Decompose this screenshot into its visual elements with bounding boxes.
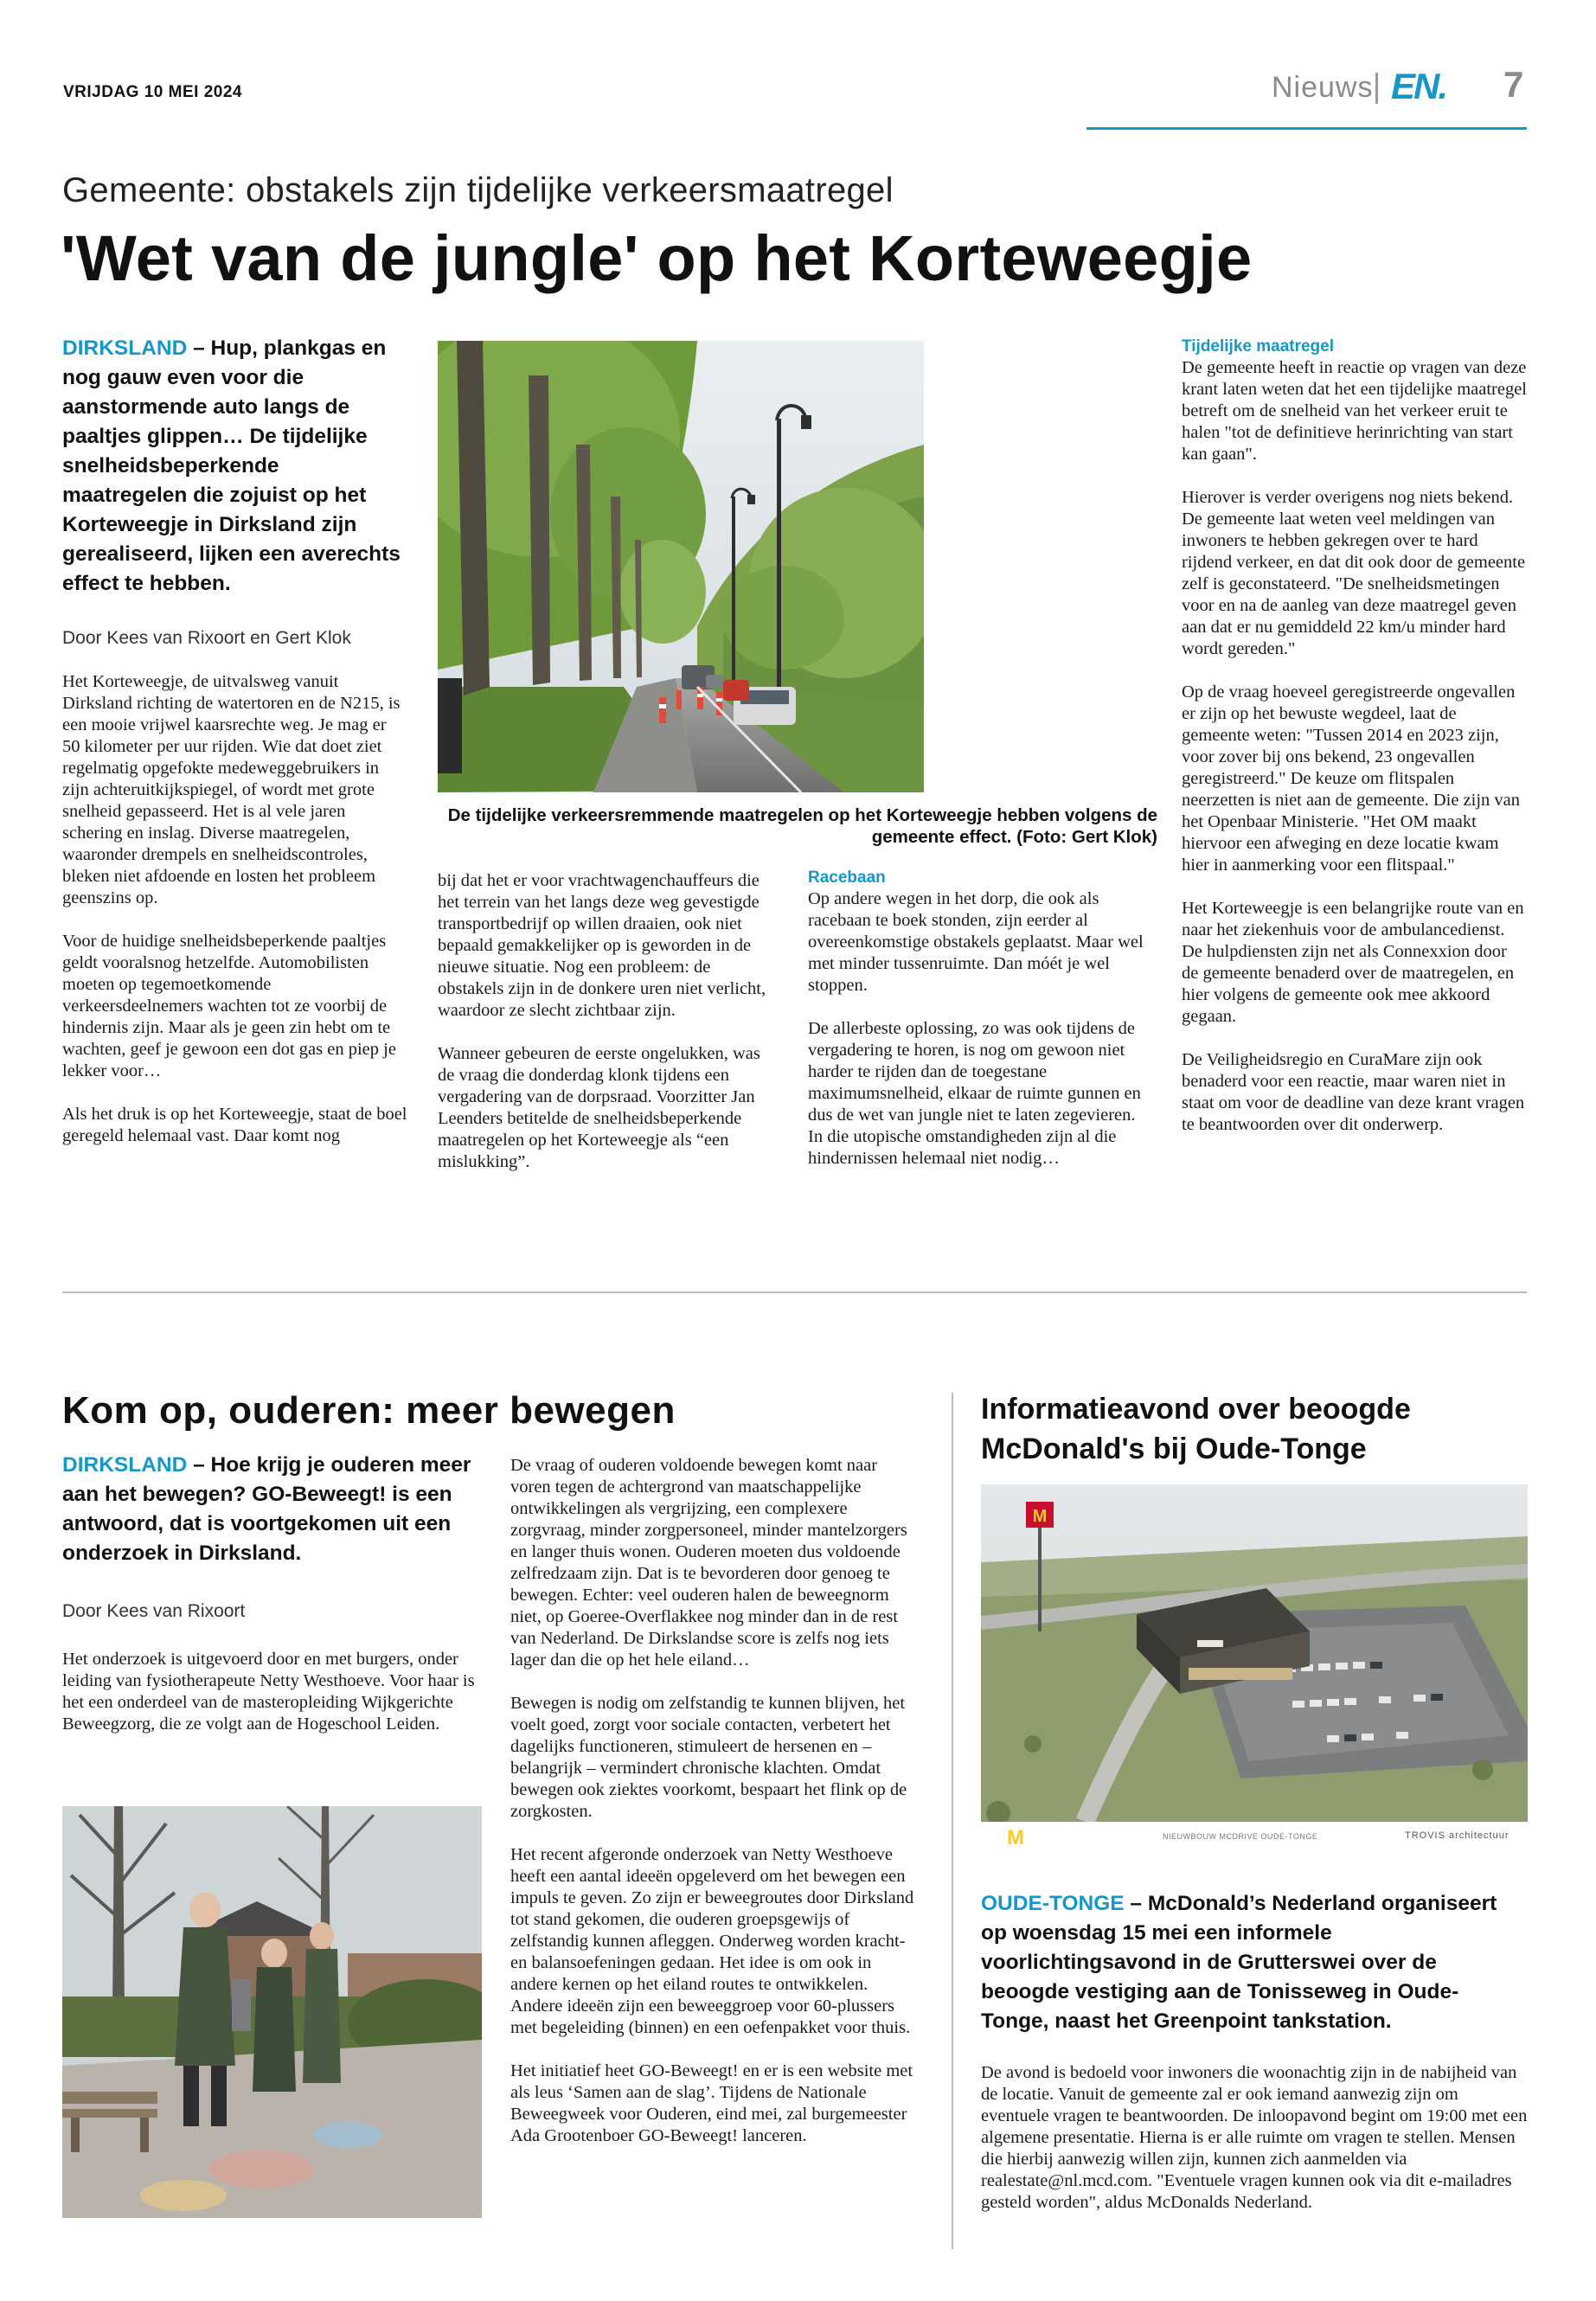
subhead-racebaan: Racebaan — [808, 868, 886, 887]
paragraph: Het Korteweegje is een belangrijke route van en naar het ziekenhuis voor de ambulancedienst. De hulpdiensten zijn net als Connexxion door de gemeente benaderd over de maatregelen, en hier volgens de gemeente ook mee akkoord gegaan. — [1182, 899, 1524, 1026]
article3-lead — [981, 1889, 1500, 2036]
article3-body — [981, 2062, 1528, 2214]
article1-kicker: Gemeente: obstakels zijn tijdelijke verkeersmaatregel — [62, 171, 894, 209]
page-number: 7 — [1503, 64, 1524, 105]
header-rule — [1086, 127, 1527, 130]
paragraph: De allerbeste oplossing, zo was ook tijdens de vergadering te horen, is nog om gewoon niet harder te rijden dan de toegestane maximumsnelheid, elkaar de ruimte gunnen en dus de wet van jungle niet te laten zegevieren. In die utopische omstandigheden zijn al die hindernissen helemaal niet nodig… — [808, 1019, 1141, 1168]
article2-lead-text: – Hoe krijg je ouderen meer aan het bewegen? GO-Beweegt! is een antwoord, dat is voortgekomen uit een onderzoek in Dirksland. — [62, 1453, 471, 1565]
paragraph: De vraag of ouderen voldoende bewegen komt naar voren tegen de achtergrond van maatschappelijke ontwikkelingen als vergrijzing, een complexere zorgvraag, minder zorgpersoneel, minder mantelzorgers en langer thuis wonen. Ouderen moeten dus voldoende zelfredzaam zijn. Dat is te bevorderen door genoeg te bewegen. Echter: veel ouderen halen de beweegnorm niet, op Goeree-Overflakkee nog minder dan in de rest van Nederland. De Dirkslandse score is zelfs nog iets lager dan die op het hele eiland… — [510, 1456, 907, 1670]
article3-lead-place: OUDE-TONGE — [981, 1892, 1125, 1915]
paragraph: Het initiatief heet GO-Beweegt! en er is een website met als leus ‘Samen aan de slag’. Tijdens de Nationale Beweegweek voor Ouderen, eind mei, zal burgemeester Ada Grootenboer GO-Beweegt! lanceren. — [510, 2061, 913, 2145]
section-label: Nieuws — [1272, 71, 1374, 104]
article3-headline: Informatieavond over beoogde McDonald's bij Oude-Tonge — [981, 1393, 1411, 1465]
svg-text:M: M — [1032, 1507, 1048, 1526]
photo-caption: De tijdelijke verkeersremmende maatregelen op het Korteweegje hebben volgens de gemeente effect. (Foto: Gert Klok) — [447, 805, 1157, 847]
paragraph: Op de vraag hoeveel geregistreerde ongevallen er zijn op het bewuste wegdeel, laat de gemeente weten: "Tussen 2014 en 2023 zijn, voor zover bij ons bekend, 23 ongevallen geregistreerd." De keuze om flitspalen neerzetten is niet aan de gemeente. Die zijn van het Openbaar Ministerie. "Het OM maakt hiervoor een afweging en deze locatie kwam hier in aanmerking voor een flitspaal." — [1182, 683, 1521, 875]
paragraph: De avond is bedoeld voor inwoners die woonachtig zijn in de nabijheid van de locatie. Vanuit de gemeente zal er ook iemand aanwezig zijn om eventuele vragen te beantwoorden. De inloopavond begint om 19:00 met een algemene presentatie. Hierna is er alle ruimte om vragen te stellen. Mensen die hierbij aanwezig willen zijn, kunnen zich aanmelden via realestate@nl.mcd.com. "Eventuele vragen kunnen ook via dit e-mailadres gesteld worden", aldus McDonalds Nederland. — [981, 2063, 1528, 2212]
paragraph: Als het druk is op het Korteweegje, staat de boel geregeld helemaal vast. Daar komt nog — [62, 1105, 407, 1145]
render-caption: NIEUWBOUW MCDRIVE OUDE-TONGE — [1163, 1832, 1318, 1841]
paragraph: Bewegen is nodig om zelfstandig te kunnen blijven, het voelt goed, zorgt voor sociale contacten, verbetert het dagelijks functioneren, stimuleert de hersenen en – belangrijk – vermindert chronische klachten. Omdat bewegen ook ziektes voorkomt, bespaart het flink op de zorgkosten. — [510, 1694, 907, 1821]
paragraph: bij dat het er voor vrachtwagenchauffeurs die het terrein van het langs deze weg gevestigde transportbedrijf op willen draaien, ook niet bepaald gemakkelijker op is geworden in de nieuwe situatie. Nog een probleem: de obstakels zijn in de donkere uren niet verlicht, waardoor ze slecht zichtbaar zijn. — [438, 871, 766, 1020]
paragraph: Het recent afgeronde onderzoek van Netty Westhoeve heeft een aantal ideeën opgeleverd om het bewegen een impuls te geven. Zo zijn er beweegroutes door Dirksland tot stand gekomen, die ouderen groepsgewijs of zelfstandig kunnen afleggen. Onderweg worden kracht- en balansoefeningen gedaan. Het idee is om ook in andere kernen op het eiland routes te ontwikkelen. Andere ideeën zijn een beweeggroep voor 60-plussers met begeleiding (binnen) en een oefenpakket voor thuis. — [510, 1845, 914, 2037]
mcdonalds-render — [981, 1484, 1528, 1855]
article1-byline: Door Kees van Rixoort en Gert Klok — [62, 628, 351, 648]
paragraph: De gemeente heeft in reactie op vragen van deze krant laten weten dat het een tijdelijke maatregel betreft om de snelheid van het verkeer eruit te halen "tot de definitieve herinrichting van start kan gaan". — [1182, 358, 1527, 464]
article1-headline: 'Wet van de jungle' op het Korteweegje — [61, 222, 1253, 294]
article1-column-4 — [1182, 337, 1528, 1136]
paragraph: Op andere wegen in het dorp, die ook als racebaan te boek stonden, zijn eerder al overeenkomstige obstakels geplaatst. Maar wel met minder tussenruimte. Dan móét je wel stoppen. — [808, 889, 1144, 995]
article2-byline: Door Kees van Rixoort — [62, 1601, 246, 1621]
section-divider — [62, 1292, 1527, 1293]
article1-column-2 — [438, 870, 766, 1173]
issue-date: VRIJDAG 10 MEI 2024 — [63, 83, 242, 101]
article1-lead-place: DIRKSLAND — [62, 336, 188, 360]
paragraph: Wanneer gebeuren de eerste ongelukken, was de vraag die donderdag klonk tijdens een vergadering van de dorpsraad. Voorzitter Jan Leenders betitelde de snelheidsbeperkende maatregelen op het Korteweegje als “een mislukking”. — [438, 1044, 760, 1171]
paragraph: Het Korteweegje, de uitvalsweg vanuit Dirksland richting de watertoren en de N215, is een mooie vrijwel kaarsrechte weg. Je mag er 50 kilometer per uur rijden. Wie dat doet ziet regelmatig opgefokte medeweggebruikers in zijn achteruitkijkspiegel, of wordt met grote snelheid gepasseerd. Het is al vele jaren schering en inslag. Diverse maatregelen, waaronder drempels en snelheidscontroles, bleken niet afdoende en losten het probleem geenszins op. — [62, 672, 401, 907]
article3-lead-text: – McDonald’s Nederland organiseert op woensdag 15 mei een informele voorlichtingsavond in de Grutterswei over de beoogde vestiging aan de Tonisseweg in Oude-Tonge, naast het Greenpoint tankstation. — [981, 1892, 1497, 2033]
article2-lead — [62, 1451, 495, 1568]
article1-column-3 — [808, 868, 1154, 1170]
paragraph: Voor de huidige snelheidsbeperkende paaltjes geldt vooralsnog hetzelfde. Automobilisten moeten op tegemoetkomende verkeersdeelnemers wachten tot ze voorbij de hindernis zijn. Maar als je geen zin hebt om te wachten, geef je gewoon een dot gas en piep je lekker voor… — [62, 932, 396, 1080]
svg-text:M: M — [1007, 1826, 1024, 1849]
article2-column-1 — [62, 1649, 482, 1735]
render-brand: TROVIS architectuur — [1405, 1830, 1509, 1841]
subhead-tijdelijke-maatregel: Tijdelijke maatregel — [1182, 337, 1335, 356]
newspaper-logo: EN. — [1391, 66, 1447, 106]
seniors-walking-photo — [62, 1806, 482, 2218]
article2-headline: Kom op, ouderen: meer bewegen — [62, 1389, 676, 1432]
paragraph: Hierover is verder overigens nog niets bekend. De gemeente laat weten veel meldingen van inwoners te hebben gekregen over te hard rijdend verkeer, en dat dit ook door de gemeente zelf is geconstateerd. "De snelheidsmetingen voor en na de aanleg van deze maatregel geven aan dat er nu gemiddeld 22 km/u minder hard wordt gereden." — [1182, 488, 1526, 658]
article2-column-2 — [510, 1455, 919, 2147]
article2-lead-place: DIRKSLAND — [62, 1453, 188, 1477]
article1-lead — [62, 334, 407, 599]
article1-column-1 — [62, 671, 408, 1147]
article1-lead-text: – Hup, plankgas en nog gauw even voor die aanstormende auto langs de paaltjes glippen… De tijdelijke snelheidsbeperkende maatregelen die zojuist op het Korteweegje in Dirksland zijn gerealiseerd, lijken een averechts effect te hebben. — [62, 336, 401, 595]
paragraph: De Veiligheidsregio en CuraMare zijn ook benaderd voor een reactie, maar waren niet in staat om voor de deadline van deze krant vragen te beantwoorden over dit onderwerp. — [1182, 1050, 1525, 1134]
road-photo — [438, 341, 924, 792]
header-separator — [1375, 73, 1378, 104]
paragraph: Het onderzoek is uitgevoerd door en met burgers, onder leiding van fysiotherapeute Netty Westhoeve. Voor haar is het een onderdeel van de masteropleiding Wijkgerichte Beweegzorg, die ze volgt aan de Hogeschool Leiden. — [62, 1650, 475, 1734]
column-divider — [952, 1393, 953, 2249]
